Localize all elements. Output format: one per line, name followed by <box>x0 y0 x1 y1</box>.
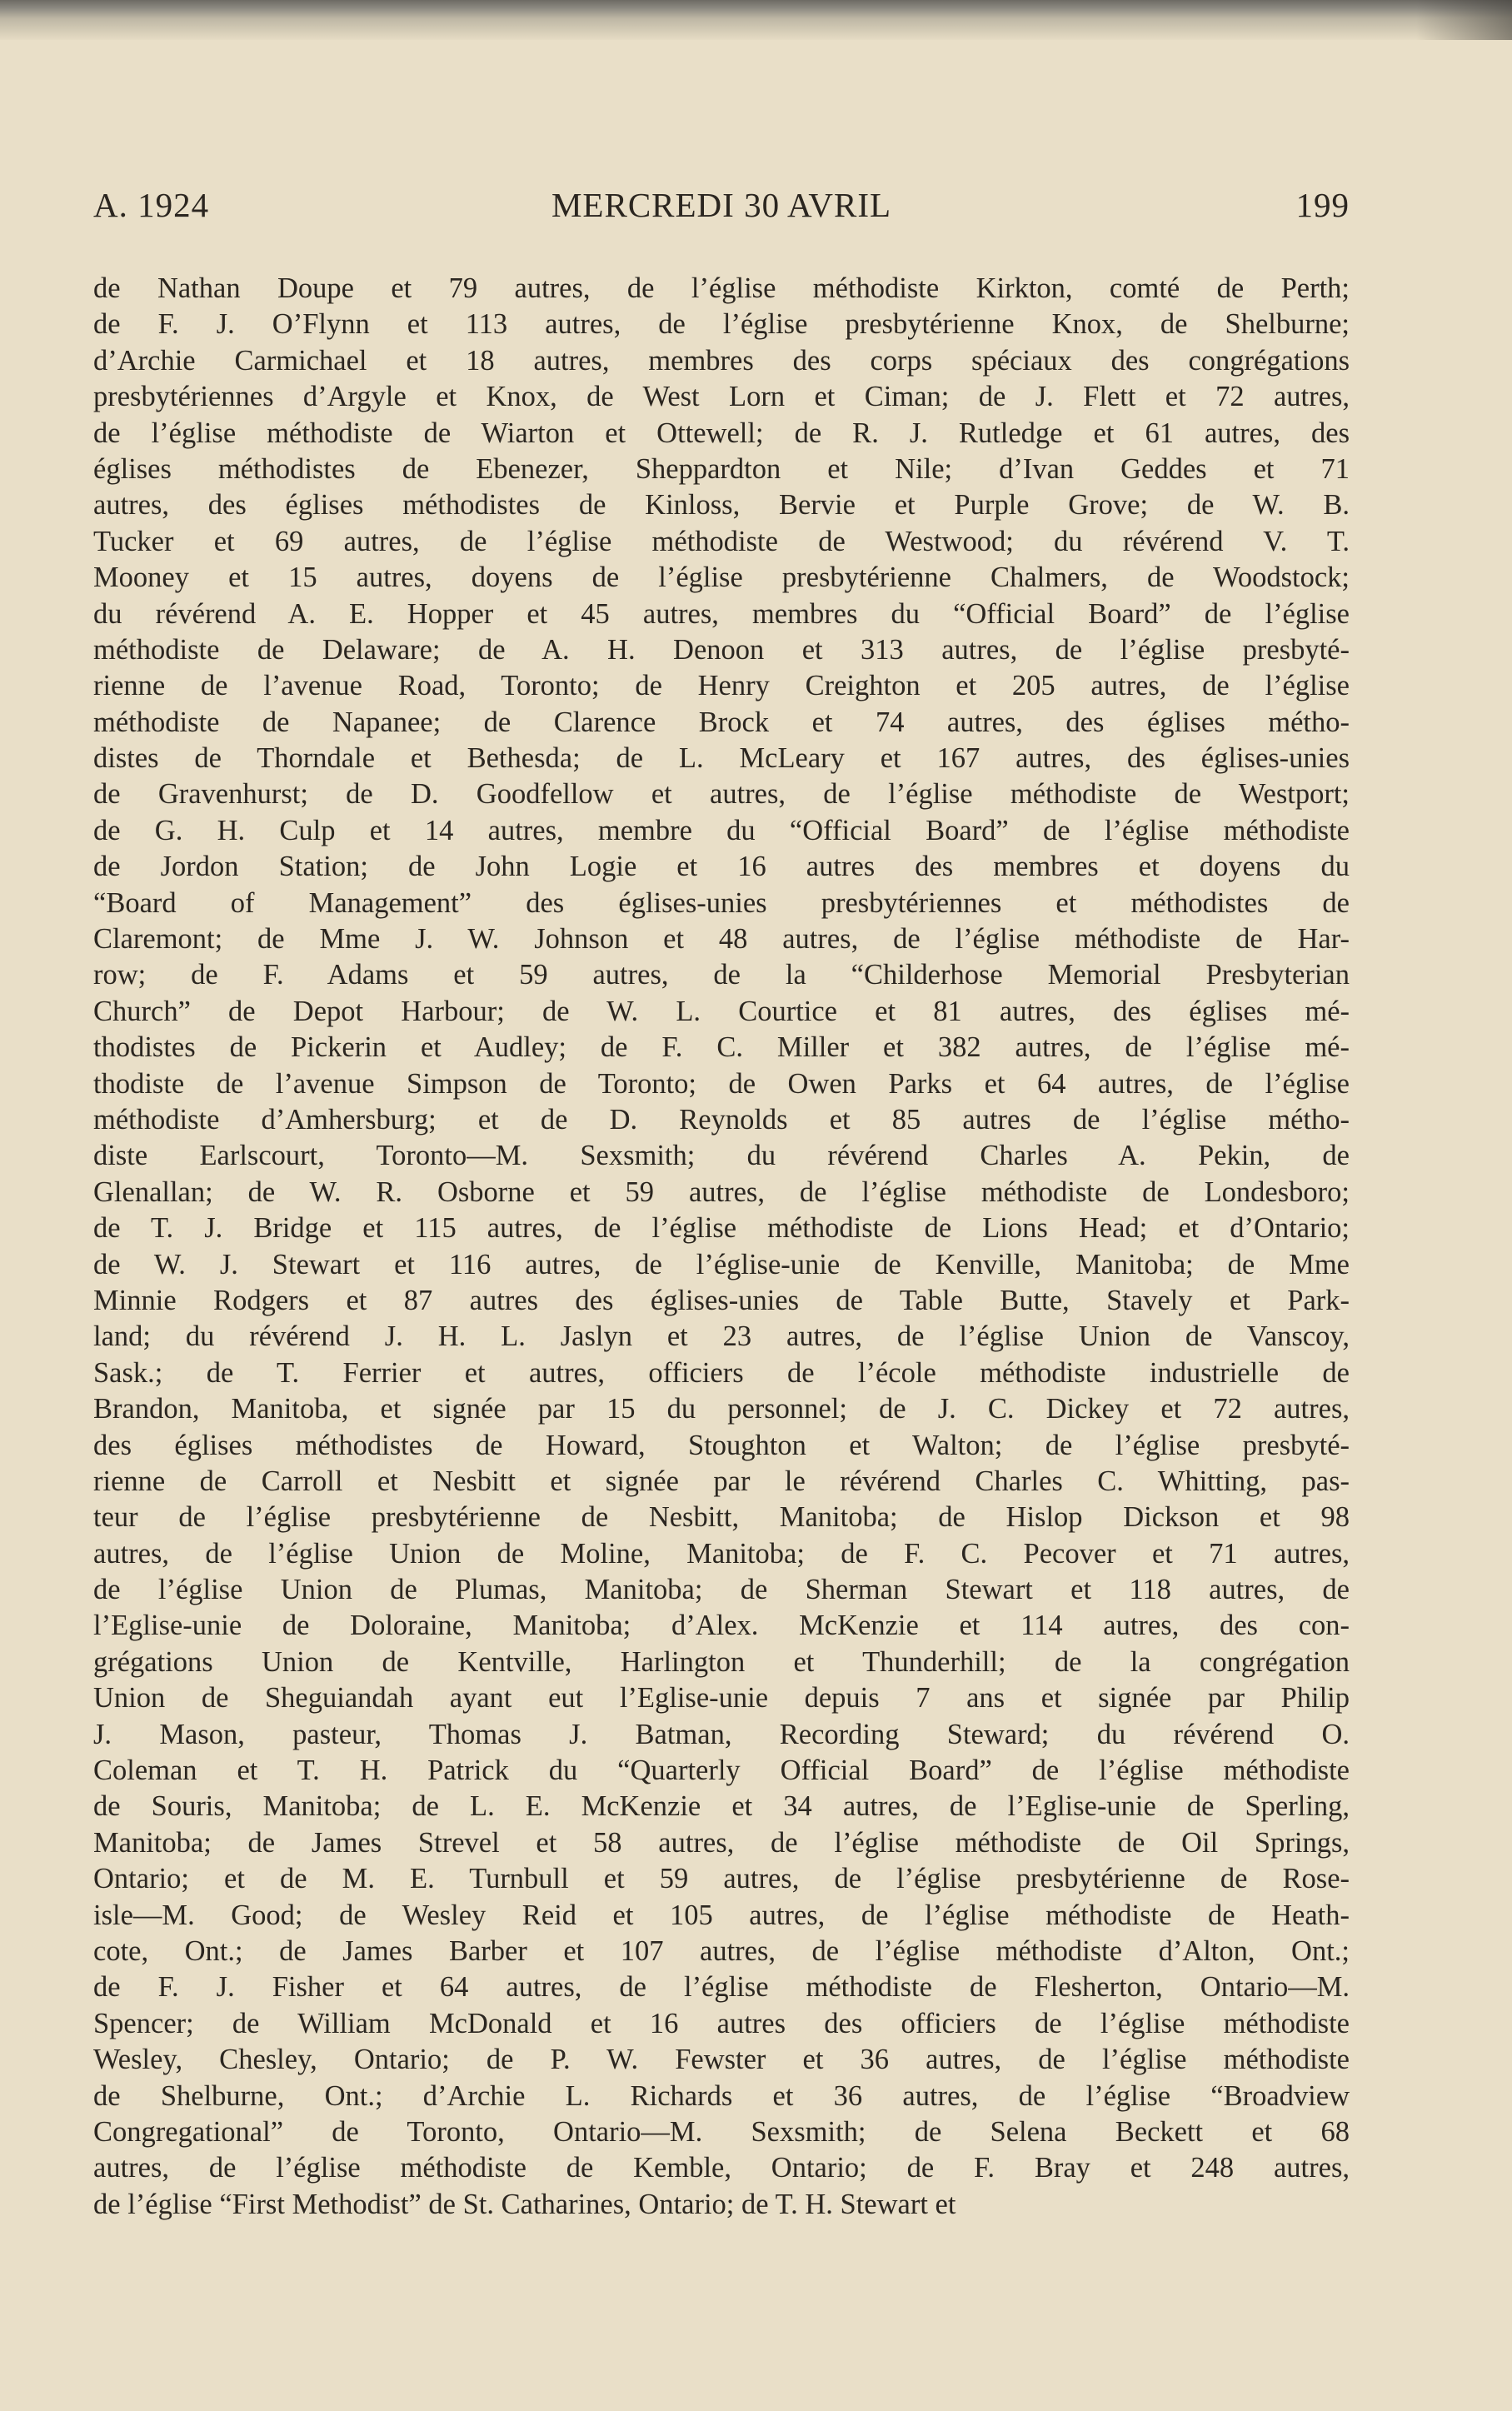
text-line: d’Archie Carmichael et 18 autres, membres des corps spéciaux des congrégations <box>93 344 1350 377</box>
text-line: Brandon, Manitoba, et signée par 15 du personnel; de J. C. Dickey et 72 autres, <box>93 1393 1350 1425</box>
text-line: land; du révérend J. H. L. Jaslyn et 23 autres, de l’église Union de Vanscoy, <box>93 1320 1350 1353</box>
text-line: méthodiste de Napanee; de Clarence Brock et 74 autres, des églises métho- <box>93 706 1350 738</box>
text-line: grégations Union de Kentville, Harlington et Thunderhill; de la congrégation <box>93 1645 1350 1678</box>
text-line: Spencer; de William McDonald et 16 autres des officiers de l’église méthodiste <box>93 2007 1350 2039</box>
book-spine-edge <box>0 0 1512 40</box>
text-line: thodiste de l’avenue Simpson de Toronto; de Owen Parks et 64 autres, de l’église <box>93 1067 1350 1100</box>
text-line: de l’église méthodiste de Wiarton et Ottewell; de R. J. Rutledge et 61 autres, des <box>93 417 1350 449</box>
text-line: row; de F. Adams et 59 autres, de la “Childerhose Memorial Presbyterian <box>93 959 1350 991</box>
text-line: autres, de l’église méthodiste de Kemble, Ontario; de F. Bray et 248 autres, <box>93 2152 1350 2184</box>
text-line: Mooney et 15 autres, doyens de l’église presbytérienne Chalmers, de Woodstock; <box>93 562 1350 594</box>
text-line: Ontario; et de M. E. Turnbull et 59 autres, de l’église presbytérienne de Rose- <box>93 1863 1350 1895</box>
text-line: “Board of Management” des églises-unies presbytériennes et méthodistes de <box>93 886 1350 919</box>
text-line: méthodiste d’Amhersburg; et de D. Reynolds et 85 autres de l’église métho- <box>93 1103 1350 1136</box>
text-line: de Souris, Manitoba; de L. E. McKenzie et 34 autres, de l’Eglise-unie de Sperling, <box>93 1790 1350 1823</box>
text-line: Sask.; de T. Ferrier et autres, officiers de l’école méthodiste industrielle de <box>93 1356 1350 1389</box>
text-line: Claremont; de Mme J. W. Johnson et 48 autres, de l’église méthodiste de Har- <box>93 923 1350 956</box>
text-line: cote, Ont.; de James Barber et 107 autres, de l’église méthodiste d’Alton, Ont.; <box>93 1934 1350 1967</box>
text-line: de Gravenhurst; de D. Goodfellow et autres, de l’église méthodiste de Westport; <box>93 778 1350 811</box>
text-line: de Nathan Doupe et 79 autres, de l’église méthodiste Kirkton, comté de Perth; <box>93 272 1350 304</box>
text-line: de W. J. Stewart et 116 autres, de l’église-unie de Kenville, Manitoba; de Mme <box>93 1248 1350 1280</box>
text-line: méthodiste de Delaware; de A. H. Denoon et 313 autres, de l’église presbyté- <box>93 633 1350 666</box>
page-header <box>93 185 1350 235</box>
text-line: de F. J. O’Flynn et 113 autres, de l’église presbytérienne Knox, de Shelburne; <box>93 308 1350 341</box>
text-line: diste Earlscourt, Toronto—M. Sexsmith; du révérend Charles A. Pekin, de <box>93 1140 1350 1172</box>
text-line: Church” de Depot Harbour; de W. L. Courtice et 81 autres, des églises mé- <box>93 995 1350 1027</box>
text-line: de T. J. Bridge et 115 autres, de l’église méthodiste de Lions Head; et d’Ontario; <box>93 1212 1350 1245</box>
text-line: Minnie Rodgers et 87 autres des églises-unies de Table Butte, Stavely et Park- <box>93 1284 1350 1316</box>
text-line: de l’église “First Methodist” de St. Catharines, Ontario; de T. H. Stewart et <box>93 2188 956 2220</box>
text-line: autres, de l’église Union de Moline, Manitoba; de F. C. Pecover et 71 autres, <box>93 1537 1350 1570</box>
text-line: Union de Sheguiandah ayant eut l’Eglise-unie depuis 7 ans et signée par Philip <box>93 1682 1350 1715</box>
text-line: de Jordon Station; de John Logie et 16 autres des membres et doyens du <box>93 851 1350 883</box>
text-line: autres, des églises méthodistes de Kinloss, Bervie et Purple Grove; de W. B. <box>93 489 1350 522</box>
text-line: du révérend A. E. Hopper et 45 autres, membres du “Official Board” de l’église <box>93 597 1350 630</box>
text-line: de Shelburne, Ont.; d’Archie L. Richards et 36 autres, de l’église “Broadview <box>93 2079 1350 2112</box>
text-line: Congregational” de Toronto, Ontario—M. Sexsmith; de Selena Beckett et 68 <box>93 2115 1350 2148</box>
text-line: distes de Thorndale et Bethesda; de L. McLeary et 167 autres, des églises-unies <box>93 742 1350 775</box>
text-line: Manitoba; de James Strevel et 58 autres, de l’église méthodiste de Oil Springs, <box>93 1826 1350 1859</box>
text-line: l’Eglise-unie de Doloraine, Manitoba; d’Alex. McKenzie et 114 autres, des con- <box>93 1610 1350 1642</box>
text-line: Glenallan; de W. R. Osborne et 59 autres, de l’église méthodiste de Londesboro; <box>93 1176 1350 1208</box>
text-line: J. Mason, pasteur, Thomas J. Batman, Recording Steward; du révérend O. <box>93 1718 1350 1750</box>
text-line: thodistes de Pickerin et Audley; de F. C. Miller et 382 autres, de l’église mé- <box>93 1031 1350 1064</box>
text-line: Wesley, Chesley, Ontario; de P. W. Fewster et 36 autres, de l’église méthodiste <box>93 2044 1350 2076</box>
page-number: 199 <box>1295 186 1350 224</box>
text-line: presbytériennes d’Argyle et Knox, de West Lorn et Ciman; de J. Flett et 72 autres, <box>93 381 1350 413</box>
header-date: MERCREDI 30 AVRIL <box>551 186 892 224</box>
text-line: églises méthodistes de Ebenezer, Sheppardton et Nile; d’Ivan Geddes et 71 <box>93 452 1350 485</box>
text-line: Tucker et 69 autres, de l’église méthodiste de Westwood; du révérend V. T. <box>93 525 1350 557</box>
header-year: A. 1924 <box>93 186 210 224</box>
text-line: de F. J. Fisher et 64 autres, de l’église méthodiste de Flesherton, Ontario—M. <box>93 1971 1350 2004</box>
text-line: de l’église Union de Plumas, Manitoba; de Sherman Stewart et 118 autres, de <box>93 1574 1350 1606</box>
text-line: de G. H. Culp et 14 autres, membre du “Official Board” de l’église méthodiste <box>93 814 1350 846</box>
text-line: des églises méthodistes de Howard, Stoughton et Walton; de l’église presbyté- <box>93 1429 1350 1461</box>
text-line: Coleman et T. H. Patrick du “Quarterly Official Board” de l’église méthodiste <box>93 1755 1350 1787</box>
text-line: teur de l’église presbytérienne de Nesbitt, Manitoba; de Hislop Dickson et 98 <box>93 1501 1350 1534</box>
text-line: rienne de Carroll et Nesbitt et signée par le révérend Charles C. Whitting, pas- <box>93 1465 1350 1497</box>
text-line: isle—M. Good; de Wesley Reid et 105 autres, de l’église méthodiste de Heath- <box>93 1899 1350 1931</box>
body-paragraph <box>93 271 1350 2223</box>
text-line: rienne de l’avenue Road, Toronto; de Henry Creighton et 205 autres, de l’église <box>93 670 1350 702</box>
